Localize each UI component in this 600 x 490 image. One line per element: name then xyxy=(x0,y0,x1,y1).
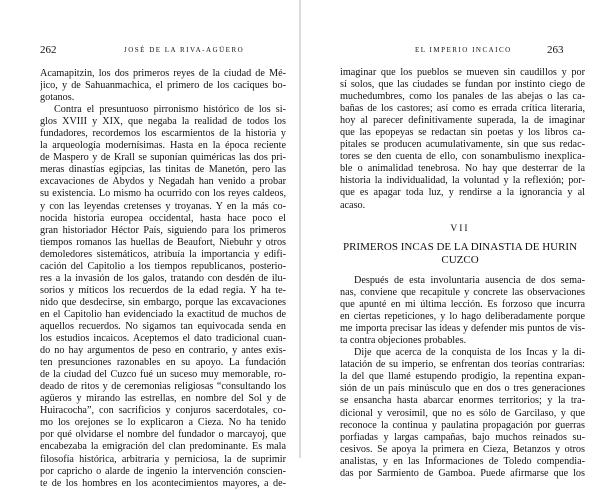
text-line: latación de su imperio, se enfrentan dos teorías contrarias: xyxy=(340,359,585,371)
text-line: muchedumbres, como los panales de las abejas o las ca- xyxy=(340,91,585,103)
text-line: mo los orejones se lo explicaron a Cieza. No ha tenido xyxy=(40,417,286,429)
text-line: res a la invasión de los galos, tratando con desdén de ilu- xyxy=(40,272,286,284)
right-top-text xyxy=(340,67,585,212)
text-line: sorios y míticos los recuerdos de la edad regia. Y ha te- xyxy=(40,284,286,296)
chapter-number: VII xyxy=(450,224,470,234)
left-body-text xyxy=(40,68,286,490)
page-number: 262 xyxy=(40,44,57,56)
text-line: se ensancha hasta abarcar enormes territorios; y la tra- xyxy=(340,395,585,407)
text-line: das por Sarmiento de Gamboa. Puede afirmarse que los xyxy=(340,467,585,479)
text-line: tores se den cuenta de ello, con sonambulismo inexplica- xyxy=(340,151,585,163)
right-bottom-text xyxy=(340,275,585,480)
text-line: agüeros y mirando las estrellas, en nombre del Sol y de xyxy=(40,393,286,405)
text-line: reconoce la continua y paulatina propagación por guerras xyxy=(340,419,585,431)
text-line: de la ciudad del Cuzco fué un suceso muy memorable, ro- xyxy=(40,369,286,381)
text-line: ta contra objeciones probables. xyxy=(340,335,467,347)
text-line: gotanos. xyxy=(40,92,75,104)
text-line: que las epopeyas se redactan sin poetas y los libros ca- xyxy=(340,127,585,139)
text-line: los estudios incaicos. Aceptemos el dato tradicional cuan- xyxy=(40,333,286,345)
text-line: la arqueología modernísimas. Hasta en la época reciente xyxy=(40,140,286,152)
text-line: y con las leyendas cretenses y troyanas. Y en la más co- xyxy=(40,200,286,212)
text-line: imaginar que los pueblos se mueven sin caudillos y por xyxy=(340,67,585,78)
text-line: encabezaba la emigración del clan predominante. Es mala xyxy=(40,441,286,453)
text-line: aquellos recuerdos. No sigamos tan equivocada senda en xyxy=(40,320,286,332)
running-head: EL IMPERIO INCAICO xyxy=(415,46,512,54)
text-line: sión de un país minúsculo que en dos o tres generaciones xyxy=(340,383,585,395)
text-line: deado de ritos y de ceremonias religiosas “consultando los xyxy=(40,381,286,393)
text-line: jico, y de Sahuanmachica, el primero de los caciques bo- xyxy=(40,80,286,92)
text-line: Acamapitzin, los dos primeros reyes de la ciudad de Mé- xyxy=(40,68,286,79)
text-line: hoy al parecer definitivamente superada, la de imaginar xyxy=(340,115,585,127)
text-line: en ciertas repeticiones, y lo hago deliberadamente porque xyxy=(340,311,585,323)
text-line: excavaciones de Abydos y Negadah han venido a probar xyxy=(40,176,286,188)
text-line: nocida historia europea occidental, hasta hace poco el xyxy=(40,212,286,224)
text-line: me importa precisar las ideas y defender mis puntos de vis- xyxy=(340,323,585,335)
text-line: bañas de los castores; así como es errada crítica literaria, xyxy=(340,103,585,115)
text-line: en el Capitolio han evidenciado la exactitud de muchos de xyxy=(40,308,286,320)
chapter-title-line-1: PRIMEROS INCAS DE LA DINASTIA DE HURIN xyxy=(342,241,578,253)
text-line: cesivos. Se apoya la primera en Cieza, Betanzos y otros xyxy=(340,443,585,455)
text-line: nido que desdecirse, sin embargo, porque las excavaciones xyxy=(40,296,286,308)
text-line: que apunté en mi última lección. Es forzoso que incurra xyxy=(340,299,585,311)
text-line: gran historiador Héctor País, siguiendo para los primeros xyxy=(40,224,286,236)
text-line: su existencia. Lo mismo ha ocurrido con los reyes caldeos, xyxy=(40,188,286,200)
text-line: analistas, y en las Informaciones de Toledo compendia- xyxy=(340,455,585,467)
text-line: de Maspero y de Krall se suponían quiméricas las dos pri- xyxy=(40,152,286,164)
text-line: por capricho o alarde de ingenio la intervención conscien- xyxy=(40,465,286,477)
text-line: sí solos, que las ciudades se fundan por instinto ciego de xyxy=(340,79,585,91)
text-line: demoledores sistemáticos, atribuía la importancia y edifi- xyxy=(40,248,286,260)
text-line: te de los hombres en los acontecimientos mayores, a de- xyxy=(40,477,286,489)
chapter-title xyxy=(340,241,580,267)
text-line: ten presunciones razonables en su apoyo. La fundación xyxy=(40,357,286,369)
text-line: que es apagar toda luz, y rendirse a la ignorancia y al xyxy=(340,187,585,199)
right-page-header xyxy=(300,44,600,58)
text-line: meras dinastías egipcias, las tinitas de Manetón, pero las xyxy=(40,164,286,176)
running-head: JOSÉ DE LA RIVA-AGÜERO xyxy=(124,46,245,54)
text-line: do no hay argumentos de peso en contrario, y antes exis- xyxy=(40,345,286,357)
text-line: acaso. xyxy=(340,199,366,211)
text-line: dicional y verosímil, que no es sólo de Garcilaso, y que xyxy=(340,407,585,419)
text-line: Dije que acerca de la conquista de los Incas y la di- xyxy=(354,347,585,359)
text-line: Después de esta involuntaria ausencia de dos sema- xyxy=(354,275,585,286)
text-line: Huiracocha”, con sacrificios y conjuros sacerdotales, co- xyxy=(40,405,286,417)
text-line: la del que llamé estupendo prodigio, la repentina expan- xyxy=(340,371,585,383)
text-line: Contra el presuntuoso pirronismo histórico de los si- xyxy=(54,104,286,116)
text-line: ble o animalidad tenebrosa. No hay que desterrar de la xyxy=(340,163,585,175)
text-line: por qué olvidarse el nombre del fundador o marcayoj, que xyxy=(40,429,286,441)
chapter-title-line-2: CUZCO xyxy=(441,254,479,266)
left-page xyxy=(0,0,300,489)
left-page-header xyxy=(0,44,300,58)
text-line: filosofía histórica, arbitraria y perniciosa, la de suprimir xyxy=(40,453,286,465)
text-line: glos XVIII y XIX, que negaba la realidad de todos los xyxy=(40,116,286,128)
text-line: tiempos romanos las huellas de Beaufort, Niebuhr y otros xyxy=(40,236,286,248)
text-line: cación del Capitolio a los tiempos republicanos, posterio- xyxy=(40,260,286,272)
right-page xyxy=(300,0,600,479)
text-line: historia la individualidad, la voluntad y la reflexión; por- xyxy=(340,175,585,187)
text-line: nas, conviene que recapitule y concrete las observaciones xyxy=(340,287,585,299)
page-number: 263 xyxy=(547,44,564,56)
text-line: porfiadas y largas campañas, bajo muchos reinados su- xyxy=(340,431,585,443)
text-line: fundadores, recordemos los escarmientos de la historia y xyxy=(40,128,286,140)
text-line: pitales se producen acumulativamente, sin que sus redac- xyxy=(340,139,585,151)
